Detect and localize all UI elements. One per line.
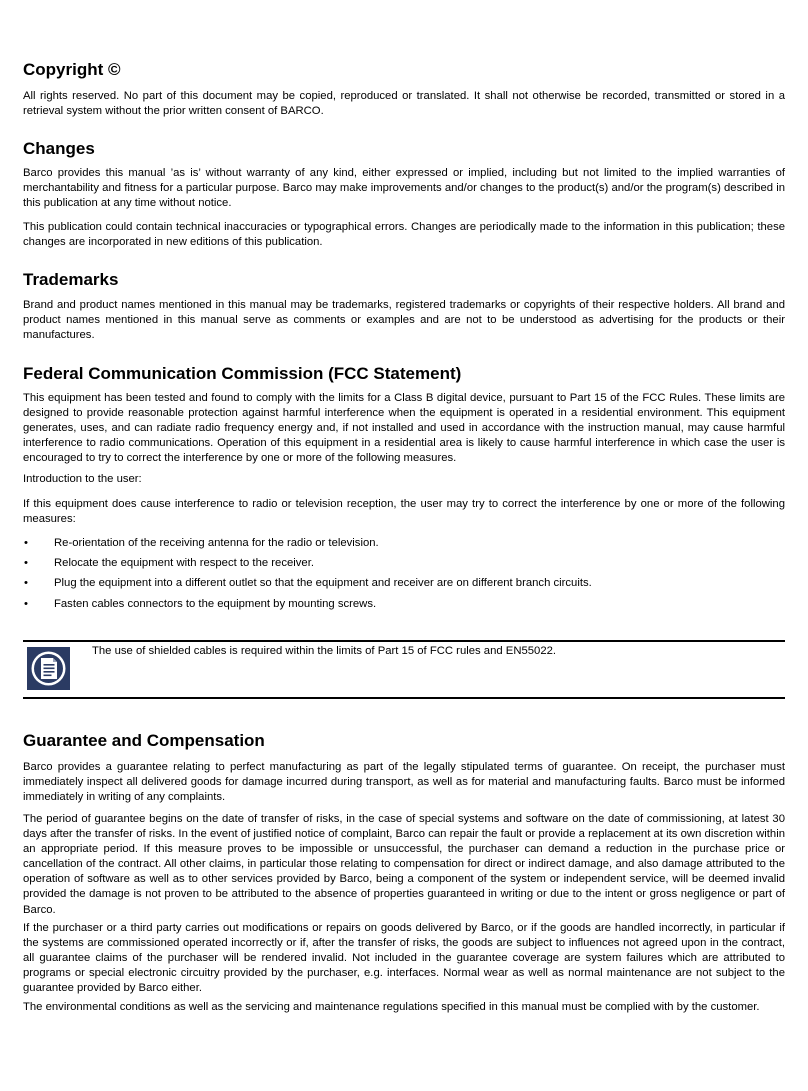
list-item [23,576,785,596]
fcc-paragraph-1: This equipment has been tested and found to comply with the limits for a Class B digital device, pursuant to Part 15 of the FCC Rules. These limits are designed to provide reasonable protection against harmful interference when the equipment is operated in a residential environment. This equipment generates, uses, and can radiate radio frequency energy and, if not installed and used in accordance with the instruction manual, may cause harmful interference to radio communications. Operation of this equipment in a residential area is likely to cause harmful interference in which case the user is encouraged to try to correct the interference by one or more of the following measures. [23,392,785,465]
heading-trademarks: Trademarks [23,270,119,289]
list-item-text: Plug the equipment into a different outlet so that the equipment and receiver are on different branch circuits. [54,577,592,590]
bullet-icon: • [24,557,28,570]
list-item [23,556,785,576]
list-item-text: Relocate the equipment with respect to the receiver. [54,557,314,570]
guarantee-paragraph-1: Barco provides a guarantee relating to perfect manufacturing as part of the legally stipulated terms of guarantee. On receipt, the purchaser must immediately inspect all delivered goods for damage incurred during transport, as well as for material and manufacturing faults. Barco must be informed immediately in writing of any complaints. [23,761,785,804]
trademarks-paragraph: Brand and product names mentioned in this manual may be trademarks, registered trademarks or copyrights of their respective holders. All brand and product names mentioned in this manual serve as comments or examples and are not to be understood as advertising for the products or their manufactures. [23,299,785,342]
copyright-paragraph: All rights reserved. No part of this document may be copied, reproduced or translated. It shall not otherwise be recorded, transmitted or stored in a retrieval system without the prior written consent of BARCO. [23,90,785,118]
document-note-icon [27,647,70,690]
changes-paragraph-1: Barco provides this manual ’as is’ without warranty of any kind, either expressed or implied, including but not limited to the implied warranties of merchantability and fitness for a particular purpose. Barco may make improvements and/or changes to the product(s) and/or the program(s) described in this publication at any time without notice. [23,167,785,210]
heading-fcc: Federal Communication Commission (FCC Statement) [23,364,462,383]
bullet-icon: • [24,597,28,610]
changes-paragraph-2: This publication could contain technical inaccuracies or typographical errors. Changes are periodically made to the information in this publication; these changes are incorporated in new editions of this publication. [23,221,785,249]
heading-guarantee: Guarantee and Compensation [23,731,265,750]
heading-changes: Changes [23,139,95,158]
list-item-text: Re-orientation of the receiving antenna for the radio or television. [54,537,379,549]
note-box [23,640,785,699]
fcc-measures-list [23,536,785,617]
bullet-icon: • [24,577,28,590]
list-item [23,536,785,556]
guarantee-paragraph-2: The period of guarantee begins on the date of transfer of risks, in the case of special systems and software on the date of commissioning, at latest 30 days after the transfer of risks. In the event of justified notice of complaint, Barco can repair the fault or provide a replacement at its own discretion within an appropriate period. If this measure proves to be impossible or unsuccessful, the purchaser can demand a reduction in the purchase price or cancellation of the contract. All other claims, in particular those relating to compensation for direct or indirect damage, and also damage attributed to the operation of software as well as to other services provided by Barco, being a component of the system or independent service, will be deemed invalid provided the damage is not proven to be attributed to the absence of properties guaranteed in writing or due to the intent or gross negligence or part of Barco. [23,813,785,916]
note-text: The use of shielded cables is required within the limits of Part 15 of FCC rules and EN55022. [92,645,557,657]
list-item-text: Fasten cables connectors to the equipment by mounting screws. [54,597,377,610]
guarantee-paragraph-3: If the purchaser or a third party carries out modifications or repairs on goods delivered by Barco, or if the goods are handled incorrectly, in particular if the systems are commissioned operated incorrectly or if, after the transfer of risks, the goods are subject to influences not agreed upon in the contract, all guarantee claims of the purchaser will be rendered invalid. Not included in the guarantee coverage are system failures which are attributed to programs or special electronic circuitry provided by the purchaser, e.g. interfaces. Normal wear as well as normal maintenance are not subject to the guarantee provided by Barco either. [23,922,785,995]
fcc-paragraph-2: Introduction to the user: [23,473,142,485]
heading-copyright: Copyright © [23,60,121,79]
fcc-paragraph-3: If this equipment does cause interference to radio or television reception, the user may try to correct the interference by one or more of the following measures: [23,498,785,526]
list-item [23,597,785,617]
guarantee-paragraph-4: The environmental conditions as well as the servicing and maintenance regulations specified in this manual must be complied with by the customer. [23,1001,760,1013]
bullet-icon: • [24,537,28,549]
